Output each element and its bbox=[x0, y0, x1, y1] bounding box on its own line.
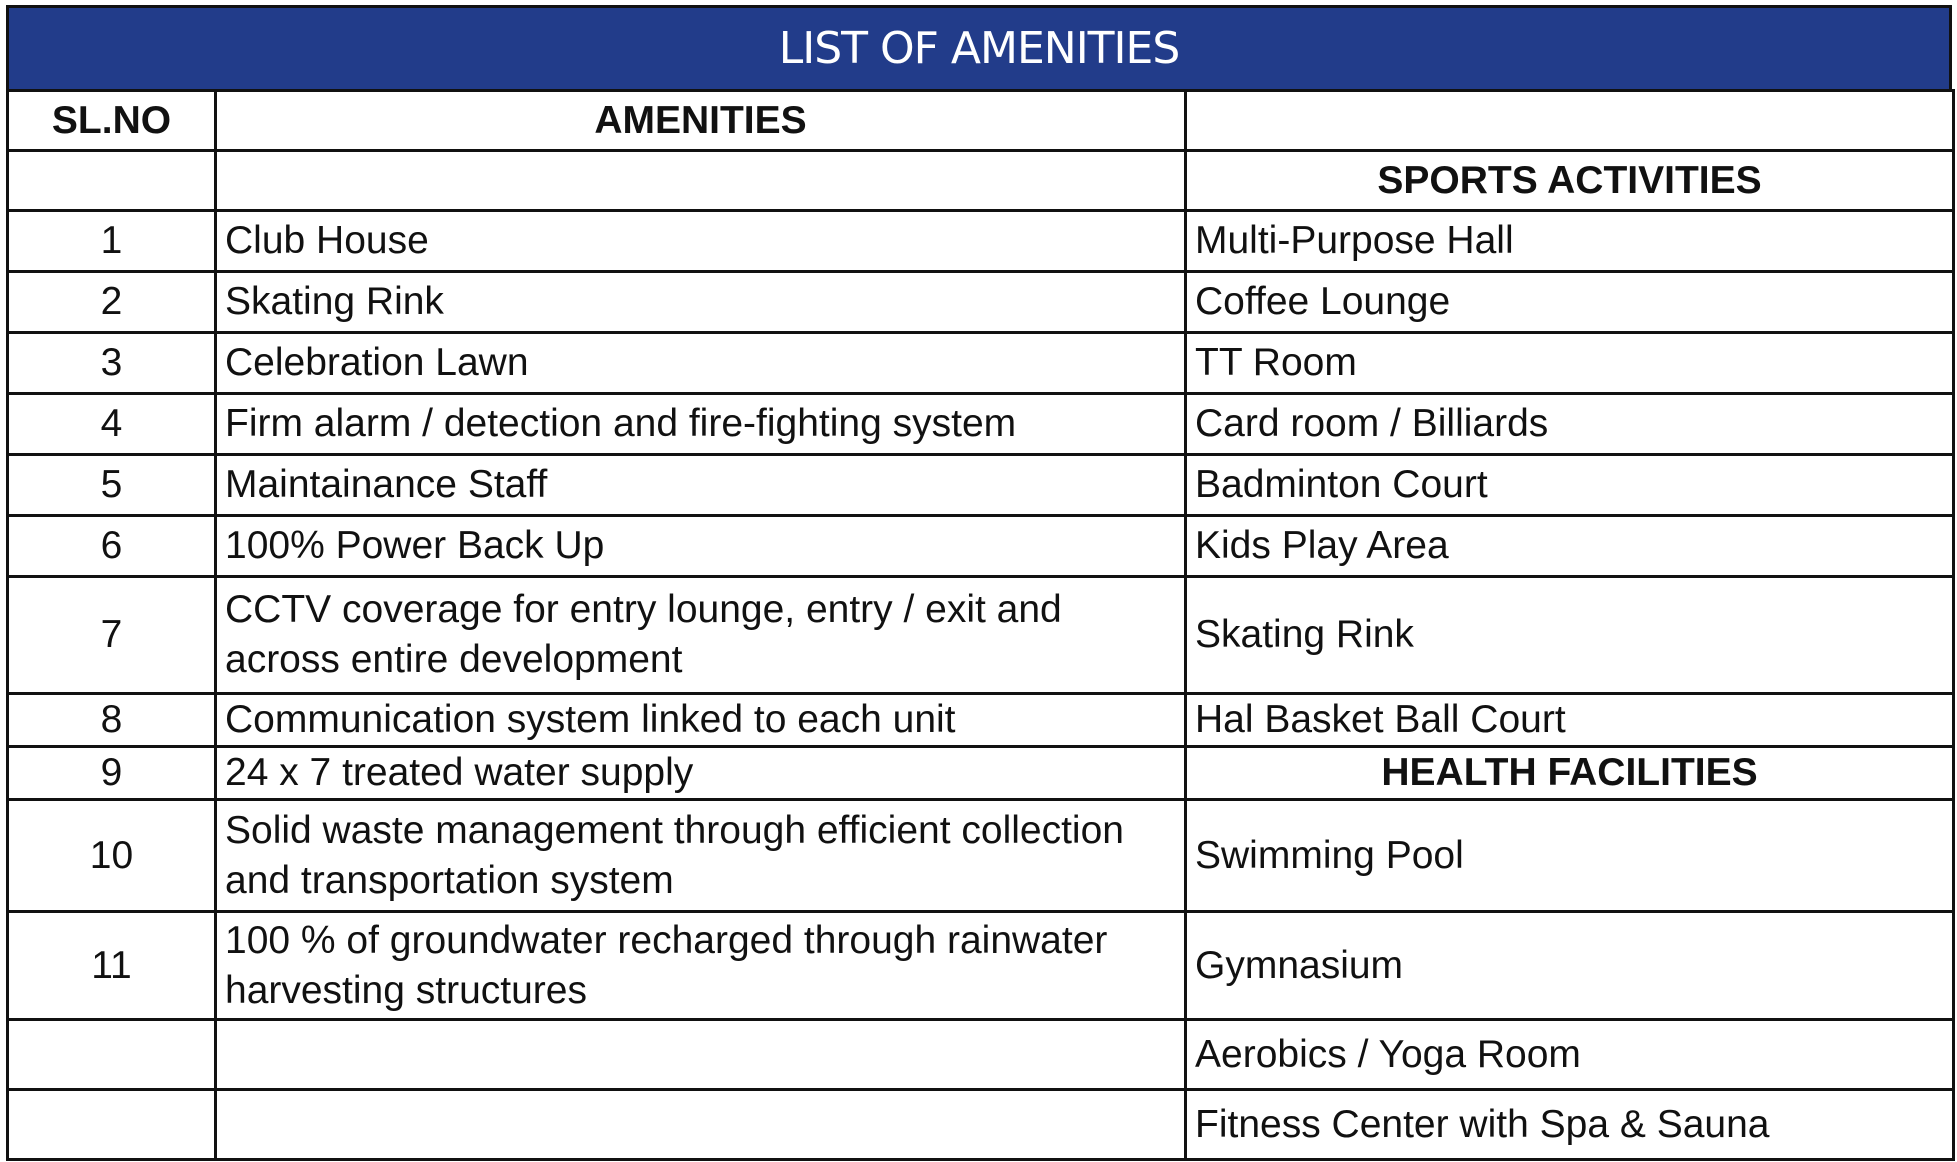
amenities-sheet bbox=[6, 5, 1952, 1161]
sl-cell: 8 bbox=[8, 694, 216, 747]
facility-cell: Swimming Pool bbox=[1186, 800, 1954, 912]
facility-cell: Gymnasium bbox=[1186, 912, 1954, 1020]
facility-cell: Aerobics / Yoga Room bbox=[1186, 1020, 1954, 1090]
empty-cell bbox=[8, 151, 216, 211]
header-amenities: AMENITIES bbox=[216, 91, 1186, 151]
sl-cell: 1 bbox=[8, 211, 216, 272]
table-row bbox=[8, 800, 1954, 912]
amenity-cell bbox=[216, 1090, 1186, 1160]
sl-cell: 9 bbox=[8, 747, 216, 800]
table-row bbox=[8, 694, 1954, 747]
sl-cell bbox=[8, 1020, 216, 1090]
amenity-cell: Skating Rink bbox=[216, 272, 1186, 333]
table-row bbox=[8, 912, 1954, 1020]
table-row bbox=[8, 272, 1954, 333]
facility-cell: Multi-Purpose Hall bbox=[1186, 211, 1954, 272]
amenity-cell bbox=[216, 1020, 1186, 1090]
table-row bbox=[8, 455, 1954, 516]
facility-cell: Coffee Lounge bbox=[1186, 272, 1954, 333]
facility-cell: Hal Basket Ball Court bbox=[1186, 694, 1954, 747]
sheet-title: LIST OF AMENITIES bbox=[6, 5, 1952, 89]
sl-cell: 7 bbox=[8, 577, 216, 694]
header-row bbox=[8, 91, 1954, 151]
amenity-cell: Club House bbox=[216, 211, 1186, 272]
facility-cell: Kids Play Area bbox=[1186, 516, 1954, 577]
sl-cell: 10 bbox=[8, 800, 216, 912]
sl-cell bbox=[8, 1090, 216, 1160]
facility-cell: Card room / Billiards bbox=[1186, 394, 1954, 455]
amenity-cell: CCTV coverage for entry lounge, entry / exit and across entire development bbox=[216, 577, 1186, 694]
table-row bbox=[8, 577, 1954, 694]
section-health-facilities: HEALTH FACILITIES bbox=[1186, 747, 1954, 800]
amenity-cell: Maintainance Staff bbox=[216, 455, 1186, 516]
table-row bbox=[8, 747, 1954, 800]
amenity-cell: Solid waste management through efficient collection and transportation system bbox=[216, 800, 1186, 912]
section-row-sports bbox=[8, 151, 1954, 211]
sl-cell: 2 bbox=[8, 272, 216, 333]
empty-cell bbox=[216, 151, 1186, 211]
sl-cell: 5 bbox=[8, 455, 216, 516]
sl-cell: 11 bbox=[8, 912, 216, 1020]
amenity-cell: Communication system linked to each unit bbox=[216, 694, 1186, 747]
table-row bbox=[8, 333, 1954, 394]
facility-cell: Skating Rink bbox=[1186, 577, 1954, 694]
facility-cell: Fitness Center with Spa & Sauna bbox=[1186, 1090, 1954, 1160]
sl-cell: 4 bbox=[8, 394, 216, 455]
facility-cell: TT Room bbox=[1186, 333, 1954, 394]
table-row bbox=[8, 394, 1954, 455]
header-sl-no: SL.NO bbox=[8, 91, 216, 151]
amenity-cell: 100 % of groundwater recharged through rainwater harvesting structures bbox=[216, 912, 1186, 1020]
table-row bbox=[8, 1090, 1954, 1160]
facility-cell: Badminton Court bbox=[1186, 455, 1954, 516]
amenity-cell: 24 x 7 treated water supply bbox=[216, 747, 1186, 800]
table-row bbox=[8, 1020, 1954, 1090]
sl-cell: 6 bbox=[8, 516, 216, 577]
table-row bbox=[8, 211, 1954, 272]
amenity-cell: Celebration Lawn bbox=[216, 333, 1186, 394]
amenity-cell: Firm alarm / detection and fire-fighting system bbox=[216, 394, 1186, 455]
header-third bbox=[1186, 91, 1954, 151]
table-row bbox=[8, 516, 1954, 577]
amenities-table bbox=[6, 89, 1955, 1161]
amenity-cell: 100% Power Back Up bbox=[216, 516, 1186, 577]
sl-cell: 3 bbox=[8, 333, 216, 394]
section-sports-activities: SPORTS ACTIVITIES bbox=[1186, 151, 1954, 211]
